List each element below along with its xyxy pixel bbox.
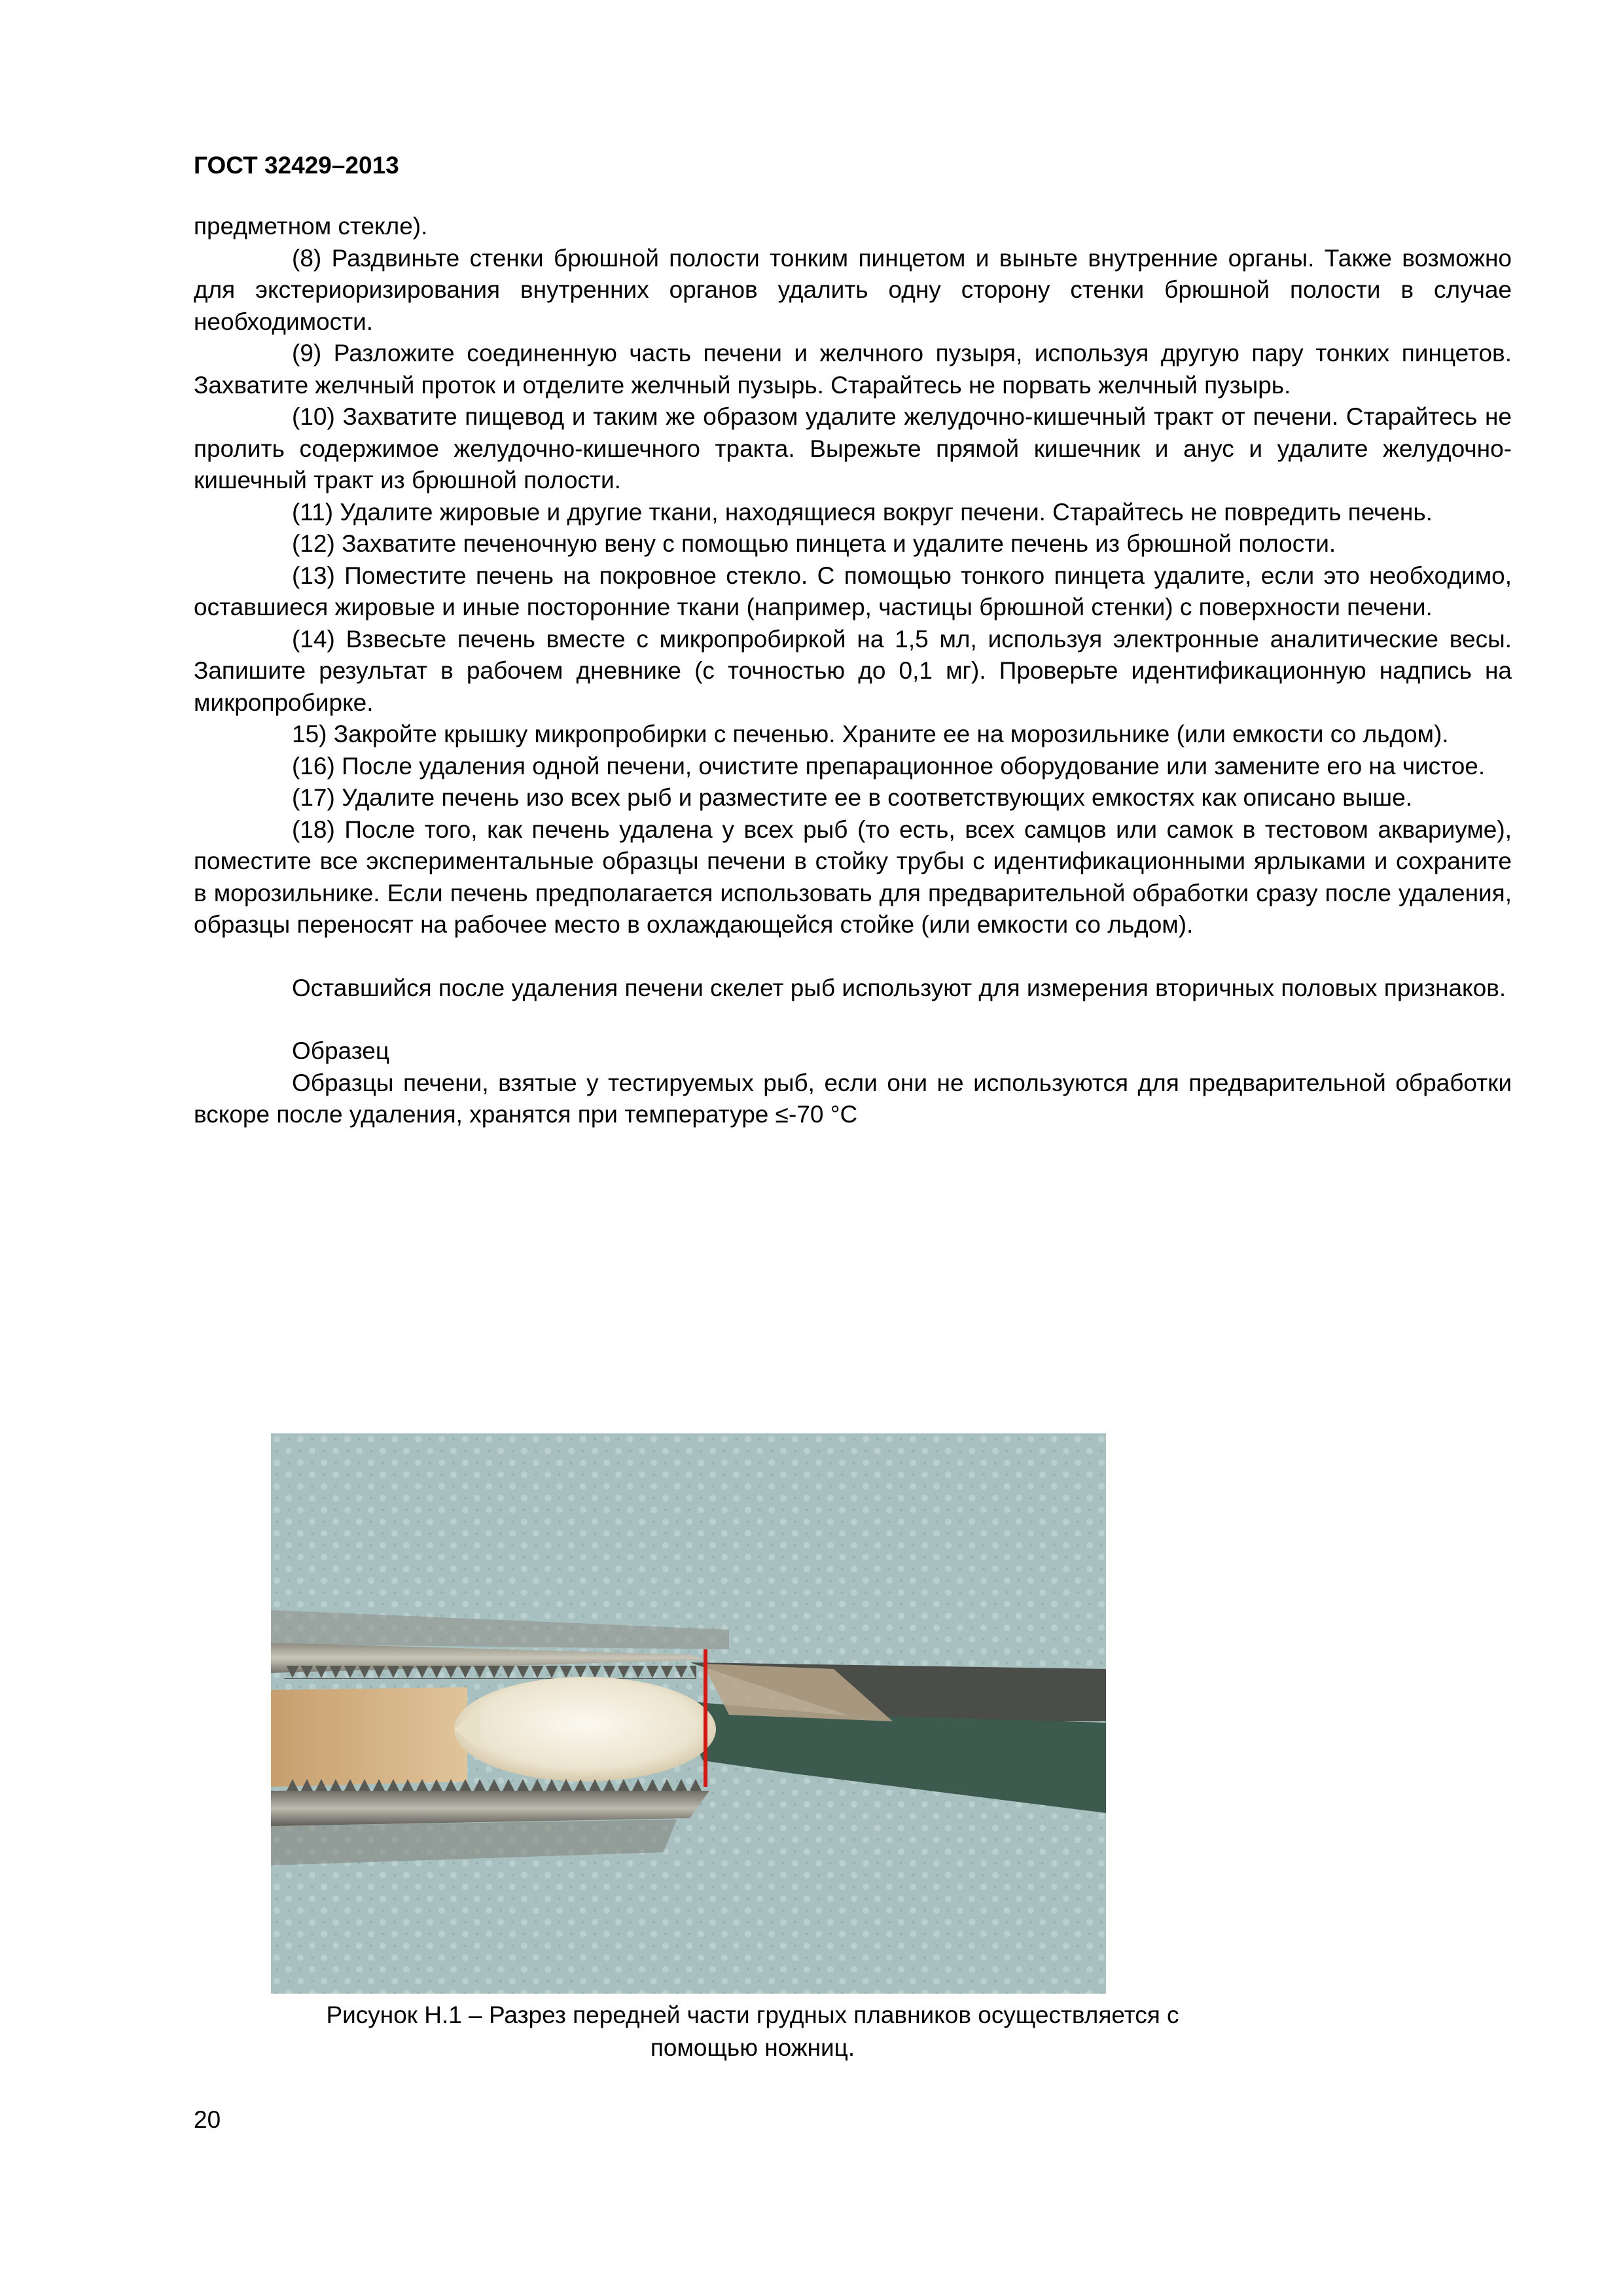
paragraph-step-16: (16) После удаления одной печени, очистите препарационное оборудование или замените его на чистое. xyxy=(292,752,1486,780)
paragraph-step-17: (17) Удалите печень изо всех рыб и разместите ее в соответствующих емкостях как описано выше. xyxy=(292,784,1412,811)
paragraph-step-9: (9) Разложите соединенную часть печени и желчного пузыря, используя другую пару тонких пинцетов. Захватите желчный проток и отделите желчный пузырь. Старайтесь не порвать желчный пузырь. xyxy=(194,340,1512,399)
document-header: ГОСТ 32429–2013 xyxy=(194,152,399,179)
paragraph-step-15: 15) Закройте крышку микропробирки с печенью. Храните ее на морозильнике (или емкости со льдом). xyxy=(292,721,1449,747)
paragraph-step-14: (14) Взвесьте печень вместе с микропробиркой на 1,5 мл, используя электронные аналитические весы. Запишите результат в рабочем дневнике (с точностью до 0,1 мг). Проверьте идентификационную надпись на микропробирке. xyxy=(194,625,1512,716)
paragraph-step-13: (13) Поместите печень на покровное стекло. С помощью тонкого пинцета удалите, если это необходимо, оставшиеся жировые и иные посторонние ткани (например, частицы брюшной стенки) с поверхности печени. xyxy=(194,562,1512,620)
cut-line xyxy=(704,1649,707,1787)
paragraph-step-11: (11) Удалите жировые и другие ткани, находящиеся вокруг печени. Старайтесь не повредить печень. xyxy=(292,498,1433,526)
paragraph-step-10: (10) Захватите пищевод и таким же образом удалите желудочно-кишечный тракт от печени. Старайтесь не пролить содержимое желудочно-кишечного тракта. Вырежьте прямой кишечник и анус и удалите желудочно-кишечный тракт из брюшной полости. xyxy=(194,403,1512,493)
figure-caption-line-1: Рисунок Н.1 – Разрез передней части грудных плавников осуществляется с xyxy=(326,2001,1179,2028)
liver-sample xyxy=(454,1677,716,1782)
paragraph-step-8: (8) Раздвиньте стенки брюшной полости тонким пинцетом и выньте внутренние органы. Также возможно для экстериоризирования внутренних органов удалить одну сторону стенки брюшной полости в случае необходимости. xyxy=(194,244,1512,335)
body-text xyxy=(194,211,1512,1131)
paragraph-skeleton: Оставшийся после удаления печени скелет рыб используют для измерения вторичных половых признаков. xyxy=(292,974,1507,1001)
paragraph-step-12: (12) Захватите печеночную вену с помощью пинцета и удалите печень из брюшной полости. xyxy=(292,530,1336,557)
paragraph-step-18: (18) После того, как печень удалена у всех рыб (то есть, всех самцов или самок в тестовом аквариуме), поместите все экспериментальные образцы печени в стойку трубы с идентификационными ярлыками и сохраните в морозильнике. Если печень предполагается использовать для предварительной обработки сразу после удаления, образцы переносят на рабочее место в охлаждающейся стойке (или емкости со льдом). xyxy=(194,816,1512,938)
paragraph: предметном стекле). xyxy=(194,213,428,240)
figure-caption-line-2: помощью ножниц. xyxy=(650,2034,855,2061)
paragraph-sample-heading: Образец xyxy=(292,1037,390,1064)
figure-photo xyxy=(271,1433,1106,1994)
paragraph-sample-storage: Образцы печени, взятые у тестируемых рыб, если они не используются для предварительной обработки вскоре после удаления, хранятся при температуре ≤-70 °С xyxy=(194,1069,1512,1128)
tissue-left xyxy=(271,1687,467,1787)
page-number: 20 xyxy=(194,2106,221,2133)
figure-caption xyxy=(249,1999,1257,2064)
